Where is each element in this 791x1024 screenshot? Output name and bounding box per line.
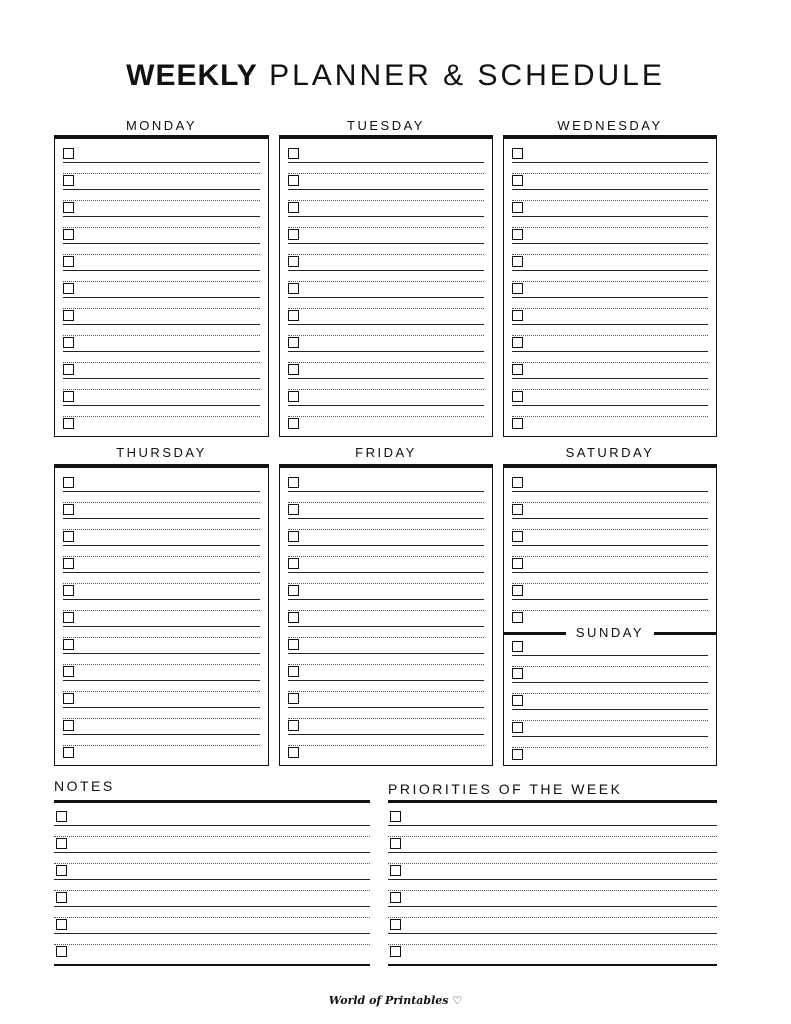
task-checkbox[interactable] [288,202,299,213]
write-line [288,653,484,654]
task-checkbox[interactable] [512,641,523,652]
task-checkbox[interactable] [288,256,299,267]
dotted-line [512,227,708,228]
write-line [63,545,260,546]
day-wednesday [503,116,717,437]
task-checkbox[interactable] [512,504,523,515]
dotted-line [288,200,484,201]
task-checkbox[interactable] [512,391,523,402]
dotted-line [512,173,708,174]
write-line [54,852,370,853]
notes-end-bar [54,964,370,966]
write-line [63,653,260,654]
brand-name: World of Printables [328,994,449,1007]
write-line [288,518,484,519]
dotted-line [288,254,484,255]
task-list-friday [279,464,493,766]
task-checkbox[interactable] [288,666,299,677]
task-checkbox[interactable] [288,693,299,704]
dotted-line [63,308,260,309]
day-thursday [54,445,269,766]
task-checkbox[interactable] [288,391,299,402]
dotted-line [63,583,260,584]
dotted-line [288,610,484,611]
task-list-tuesday [279,135,493,437]
task-checkbox[interactable] [63,202,74,213]
write-line [63,707,260,708]
dotted-line [63,556,260,557]
task-checkbox[interactable] [63,747,74,758]
task-checkbox[interactable] [63,531,74,542]
write-line [63,599,260,600]
write-line [288,189,484,190]
task-checkbox[interactable] [63,391,74,402]
task-checkbox[interactable] [512,256,523,267]
dotted-line [388,836,717,837]
write-line [512,297,708,298]
task-checkbox[interactable] [288,175,299,186]
title-rest: PLANNER & SCHEDULE [269,59,665,92]
dotted-line [512,308,708,309]
dotted-line [288,308,484,309]
dotted-line [63,254,260,255]
task-checkbox[interactable] [63,477,74,488]
dotted-line [512,529,708,530]
write-line [288,599,484,600]
write-line [288,216,484,217]
task-checkbox[interactable] [288,531,299,542]
dotted-line [288,281,484,282]
write-line [54,879,370,880]
notes-label: NOTES [54,778,115,794]
dotted-line [63,173,260,174]
title-bold: WEEKLY [126,59,258,92]
dotted-line [512,416,708,417]
task-checkbox[interactable] [63,639,74,650]
write-line [288,545,484,546]
write-line [512,599,708,600]
task-checkbox[interactable] [512,148,523,159]
day-label-sunday: SUNDAY [504,625,716,641]
dotted-line [63,281,260,282]
write-line [54,906,370,907]
dotted-line [288,362,484,363]
write-line [512,709,708,710]
dotted-line [288,529,484,530]
day-tuesday [279,116,493,437]
task-checkbox[interactable] [56,919,67,930]
write-line [63,518,260,519]
dotted-line [388,890,717,891]
task-checkbox[interactable] [288,229,299,240]
task-checkbox[interactable] [512,175,523,186]
dotted-line [63,718,260,719]
write-line [54,825,370,826]
dotted-line [63,362,260,363]
dotted-line [512,693,708,694]
write-line [388,906,717,907]
write-line [288,378,484,379]
write-line [388,852,717,853]
task-checkbox[interactable] [63,337,74,348]
write-line [512,655,708,656]
dotted-line [512,720,708,721]
task-checkbox[interactable] [288,504,299,515]
dotted-line [388,863,717,864]
task-checkbox[interactable] [512,477,523,488]
task-checkbox[interactable] [288,612,299,623]
write-line [63,189,260,190]
dotted-line [63,416,260,417]
dotted-line [63,664,260,665]
task-checkbox[interactable] [512,364,523,375]
task-checkbox[interactable] [512,749,523,760]
task-list-wednesday [503,135,717,437]
write-line [512,351,708,352]
write-line [288,734,484,735]
task-checkbox[interactable] [63,612,74,623]
write-line [288,351,484,352]
write-line [512,162,708,163]
task-checkbox[interactable] [390,892,401,903]
notes-list [54,802,370,965]
write-line [512,189,708,190]
task-checkbox[interactable] [512,612,523,623]
write-line [63,405,260,406]
dotted-line [512,502,708,503]
task-checkbox[interactable] [512,722,523,733]
task-checkbox[interactable] [512,229,523,240]
task-checkbox[interactable] [288,585,299,596]
day-friday [279,445,493,766]
task-list-saturday-sunday [503,464,717,766]
task-checkbox[interactable] [390,919,401,930]
dotted-line [512,583,708,584]
dotted-line [63,691,260,692]
task-list-monday [54,135,269,437]
dotted-line [512,556,708,557]
write-line [63,243,260,244]
task-checkbox[interactable] [512,310,523,321]
write-line [63,324,260,325]
dotted-line [288,502,484,503]
task-checkbox[interactable] [288,418,299,429]
task-checkbox[interactable] [512,202,523,213]
dotted-line [54,863,370,864]
day-label-friday: FRIDAY [355,445,417,460]
write-line [63,162,260,163]
write-line [288,491,484,492]
sunday-divider [504,625,716,641]
priorities-label: PRIORITIES OF THE WEEK [388,781,623,797]
write-line [63,378,260,379]
task-checkbox[interactable] [56,865,67,876]
dotted-line [288,416,484,417]
dotted-line [63,227,260,228]
write-line [512,491,708,492]
dotted-line [288,335,484,336]
task-checkbox[interactable] [288,558,299,569]
write-line [512,545,708,546]
write-line [512,216,708,217]
write-line [288,270,484,271]
task-list-thursday [54,464,269,766]
dotted-line [288,718,484,719]
task-checkbox[interactable] [512,695,523,706]
write-line [388,825,717,826]
write-line [288,707,484,708]
dotted-line [512,362,708,363]
write-line [512,243,708,244]
dotted-line [63,335,260,336]
write-line [388,933,717,934]
write-line [288,626,484,627]
write-line [288,405,484,406]
dotted-line [63,502,260,503]
write-line [512,405,708,406]
dotted-line [512,281,708,282]
dotted-line [54,944,370,945]
day-label-tuesday: TUESDAY [347,118,425,133]
priorities-list [388,802,717,965]
write-line [288,324,484,325]
dotted-line [512,666,708,667]
write-line [288,572,484,573]
task-checkbox[interactable] [512,283,523,294]
write-line [388,879,717,880]
task-checkbox[interactable] [288,283,299,294]
task-checkbox[interactable] [512,585,523,596]
dotted-line [512,389,708,390]
write-line [63,680,260,681]
task-checkbox[interactable] [63,364,74,375]
task-checkbox[interactable] [63,558,74,569]
task-checkbox[interactable] [63,310,74,321]
task-checkbox[interactable] [288,720,299,731]
dotted-line [63,745,260,746]
priorities-end-bar [388,964,717,966]
dotted-line [512,254,708,255]
write-line [288,680,484,681]
write-line [288,162,484,163]
task-checkbox[interactable] [63,666,74,677]
task-checkbox[interactable] [63,229,74,240]
task-checkbox[interactable] [288,310,299,321]
dotted-line [512,200,708,201]
dotted-line [288,556,484,557]
write-line [512,324,708,325]
dotted-line [288,691,484,692]
task-checkbox[interactable] [63,175,74,186]
task-checkbox[interactable] [288,639,299,650]
dotted-line [288,583,484,584]
task-checkbox[interactable] [512,418,523,429]
dotted-line [54,917,370,918]
dotted-line [388,917,717,918]
dotted-line [288,173,484,174]
task-checkbox[interactable] [63,504,74,515]
task-checkbox[interactable] [63,693,74,704]
task-checkbox[interactable] [288,364,299,375]
dotted-line [288,227,484,228]
dotted-line [63,529,260,530]
dotted-line [63,389,260,390]
write-line [63,270,260,271]
dotted-line [63,637,260,638]
heart-icon: ♡ [452,994,463,1007]
dotted-line [512,747,708,748]
dotted-line [54,836,370,837]
write-line [63,734,260,735]
task-checkbox[interactable] [390,865,401,876]
page-title [0,58,791,94]
write-line [63,491,260,492]
task-checkbox[interactable] [56,946,67,957]
write-line [512,736,708,737]
write-line [512,518,708,519]
task-checkbox[interactable] [512,668,523,679]
dotted-line [512,610,708,611]
write-line [288,297,484,298]
task-checkbox[interactable] [390,946,401,957]
task-checkbox[interactable] [288,148,299,159]
dotted-line [54,890,370,891]
task-checkbox[interactable] [63,148,74,159]
task-checkbox[interactable] [512,558,523,569]
dotted-line [288,745,484,746]
day-label-monday: MONDAY [125,118,198,133]
task-checkbox[interactable] [63,418,74,429]
dotted-line [288,389,484,390]
dotted-line [63,610,260,611]
task-checkbox[interactable] [390,811,401,822]
day-label-thursday: THURSDAY [116,445,207,460]
write-line [63,572,260,573]
task-checkbox[interactable] [56,811,67,822]
task-checkbox[interactable] [390,838,401,849]
dotted-line [512,335,708,336]
write-line [63,216,260,217]
write-line [288,243,484,244]
dotted-line [63,200,260,201]
day-monday [54,116,269,437]
write-line [54,933,370,934]
task-checkbox[interactable] [288,747,299,758]
write-line [512,270,708,271]
write-line [63,626,260,627]
task-checkbox[interactable] [63,585,74,596]
brand-logo [0,994,791,1007]
write-line [512,682,708,683]
day-saturday [503,445,717,766]
write-line [512,378,708,379]
task-checkbox[interactable] [63,283,74,294]
day-label-wednesday: WEDNESDAY [557,118,663,133]
task-checkbox[interactable] [56,892,67,903]
task-checkbox[interactable] [512,337,523,348]
dotted-line [288,637,484,638]
dotted-line [288,664,484,665]
task-checkbox[interactable] [63,256,74,267]
task-checkbox[interactable] [288,477,299,488]
day-label-saturday: SATURDAY [565,445,655,460]
task-checkbox[interactable] [63,720,74,731]
task-checkbox[interactable] [512,531,523,542]
dotted-line [388,944,717,945]
write-line [63,351,260,352]
task-checkbox[interactable] [56,838,67,849]
task-checkbox[interactable] [288,337,299,348]
write-line [63,297,260,298]
write-line [512,572,708,573]
